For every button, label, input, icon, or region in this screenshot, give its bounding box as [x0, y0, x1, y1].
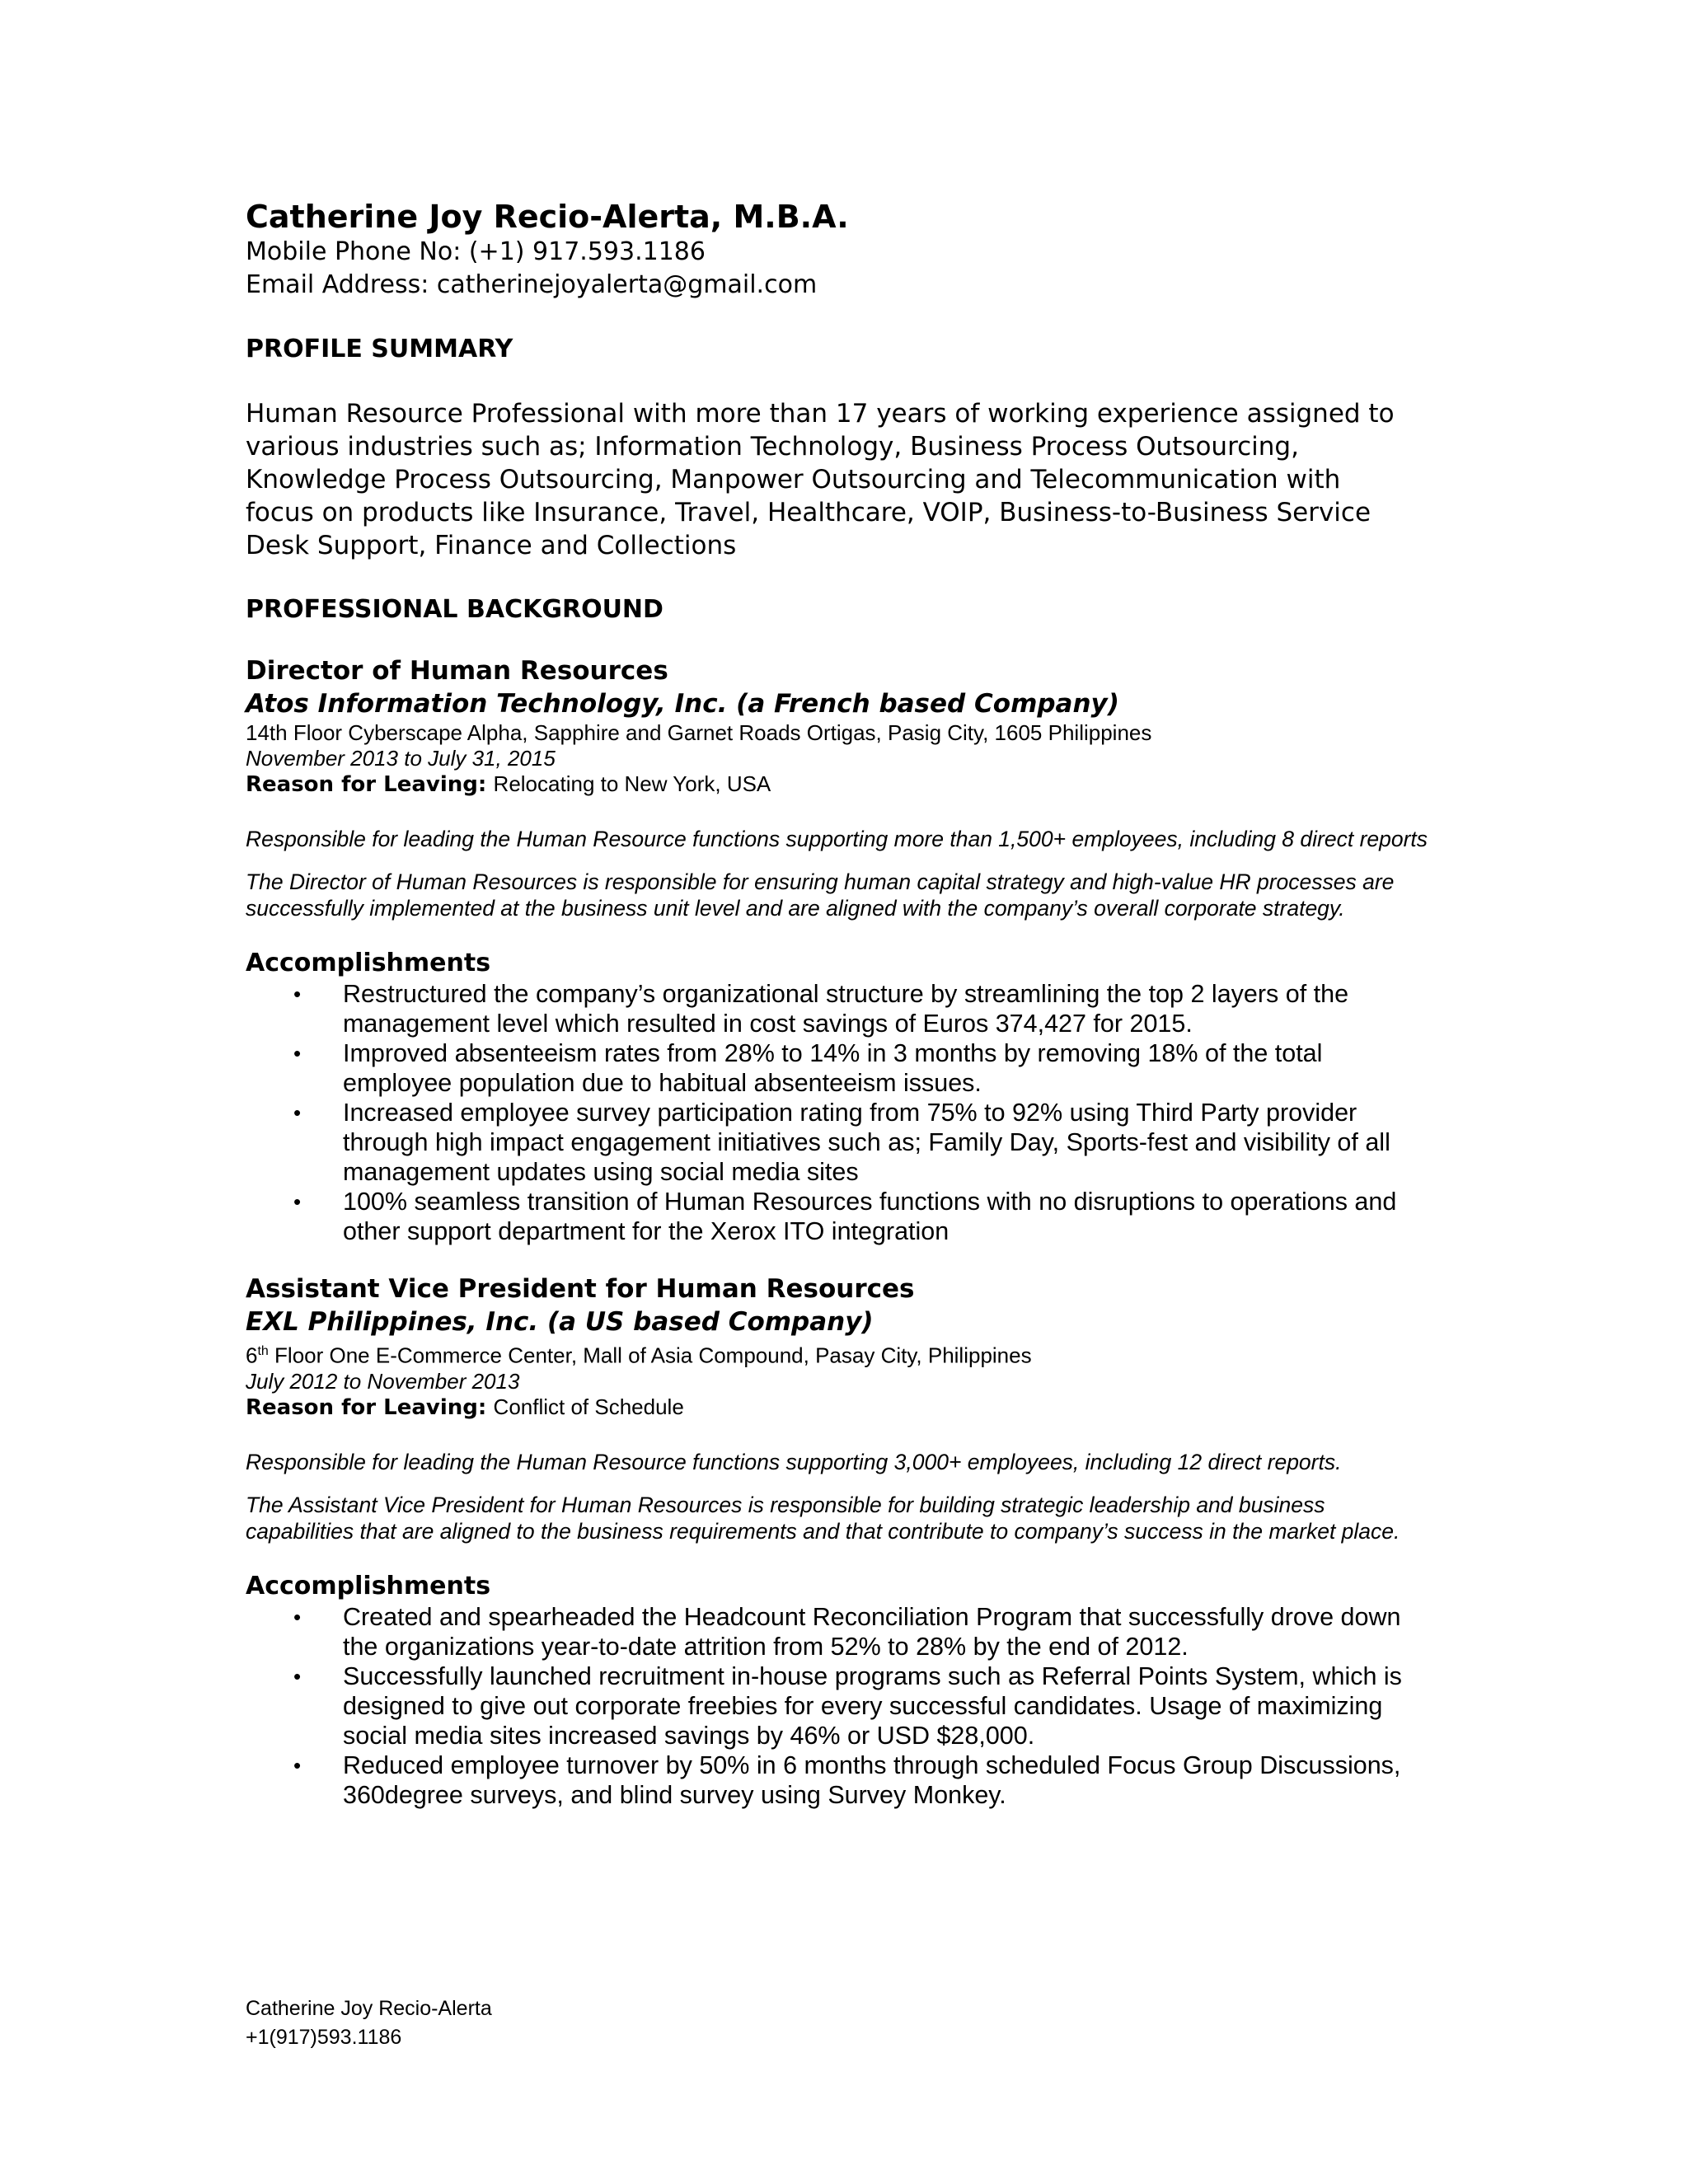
list-item: • 100% seamless transition of Human Resources functions with no disruptions to operations and other support department for the Xerox ITO integration [293, 1188, 1397, 1245]
role-description-paragraph: The Director of Human Resources is responsible for ensuring human capital strategy and high-value HR processes are successfully implemented at the business unit level and are aligned with the company’s overall corporate strategy. [246, 869, 1395, 921]
candidate-name: Catherine Joy Recio-Alerta, M.B.A. [246, 199, 849, 235]
bullet-icon: • [293, 1189, 302, 1214]
reason-for-leaving [246, 771, 1441, 798]
list-item: • Successfully launched recruitment in-house programs such as Referral Points System, which is designed to give out corporate freebies for every successful candidates. Usage of maximizing social media sites increased savings by 46% or USD $28,000. [293, 1661, 1402, 1750]
professional-background-heading: PROFESSIONAL BACKGROUND [246, 595, 663, 624]
footer-name: Catherine Joy Recio-Alerta [246, 1997, 492, 2020]
profile-summary-heading: PROFILE SUMMARY [246, 335, 513, 363]
phone-line: Mobile Phone No: (+1) 917.593.1186 [246, 237, 706, 266]
accomplishments-list [246, 979, 1441, 1246]
reason-for-leaving-value: Conflict of Schedule [493, 1394, 684, 1419]
employment-dates: July 2012 to November 2013 [246, 1368, 520, 1394]
accomplishments-list [246, 1602, 1441, 1810]
bullet-icon: • [293, 1100, 302, 1125]
list-item: • Reduced employee turnover by 50% in 6 months through scheduled Focus Group Discussions, 360degree surveys, and blind survey using Survey Monkey. [293, 1750, 1401, 1809]
role-description-paragraph: The Assistant Vice President for Human Resources is responsible for building strategic leadership and business capabilities that are aligned to the business requirements and that contribute to company’s success in the market place. [246, 1492, 1400, 1544]
employment-dates: November 2013 to July 31, 2015 [246, 746, 556, 771]
page-footer [246, 1994, 492, 2052]
job-title: Assistant Vice President for Human Resources [246, 1274, 915, 1304]
email-line: Email Address: catherinejoyalerta@gmail.com [246, 270, 818, 299]
company-address: 6th Floor One E-Commerce Center, Mall of Asia Compound, Pasay City, Philippines [246, 1343, 1032, 1368]
list-item: • Restructured the company’s organizational structure by streamlining the top 2 layers of the management level which resulted in cost savings of Euros 374,427 for 2015. [293, 980, 1349, 1038]
reason-for-leaving-value: Relocating to New York, USA [493, 771, 771, 796]
bullet-icon: • [293, 1604, 302, 1629]
bullet-icon: • [293, 1663, 302, 1689]
job-title: Director of Human Resources [246, 656, 668, 686]
list-item: • Improved absenteeism rates from 28% to 14% in 3 months by removing 18% of the total employee population due to habitual absenteeism issues. [293, 1039, 1323, 1097]
company-address: 14th Floor Cyberscape Alpha, Sapphire and Garnet Roads Ortigas, Pasig City, 1605 Philippines [246, 720, 1152, 745]
accomplishments-heading: Accomplishments [246, 1571, 491, 1601]
responsibility-paragraph: Responsible for leading the Human Resource functions supporting more than 1,500+ employees, including 8 direct reports [246, 827, 1428, 851]
company-name: EXL Philippines, Inc. (a US based Company) [246, 1307, 874, 1337]
bullet-icon: • [293, 982, 302, 1006]
company-name: Atos Information Technology, Inc. (a French based Company) [246, 689, 1119, 719]
responsibility-paragraph: Responsible for leading the Human Resource functions supporting 3,000+ employees, including 12 direct reports. [246, 1449, 1342, 1474]
list-item: • Created and spearheaded the Headcount Reconciliation Program that successfully drove down the organizations year-to-date attrition from 52% to 28% by the end of 2012. [293, 1602, 1401, 1661]
profile-summary-text: Human Resource Professional with more than 17 years of working experience assigned to various industries such as; Information Technology, Business Process Outsourcing, Knowledge Process Outsourcing, Manpower Outsourcing and Telecommunication with focus on products like Insurance, Travel, Healthcare, VOIP, Business-to-Business Service Desk Support, Finance and Collections [246, 399, 1395, 560]
bullet-icon: • [293, 1041, 302, 1066]
job-entry-atos [246, 654, 1441, 1246]
accomplishments-heading: Accomplishments [246, 949, 491, 977]
job-entry-exl [246, 1272, 1441, 1810]
list-item: • Increased employee survey participation rating from 75% to 92% using Third Party provider through high impact engagement initiatives such as; Family Day, Sports-fest and visibility of all management updates using social media sites [293, 1099, 1390, 1186]
reason-for-leaving-label: Reason for Leaving: [246, 772, 487, 797]
reason-for-leaving [246, 1394, 1441, 1421]
bullet-icon: • [293, 1752, 302, 1778]
resume-page [246, 198, 1441, 1810]
footer-phone: +1(917)593.1186 [246, 2026, 402, 2049]
reason-for-leaving-label: Reason for Leaving: [246, 1394, 487, 1420]
